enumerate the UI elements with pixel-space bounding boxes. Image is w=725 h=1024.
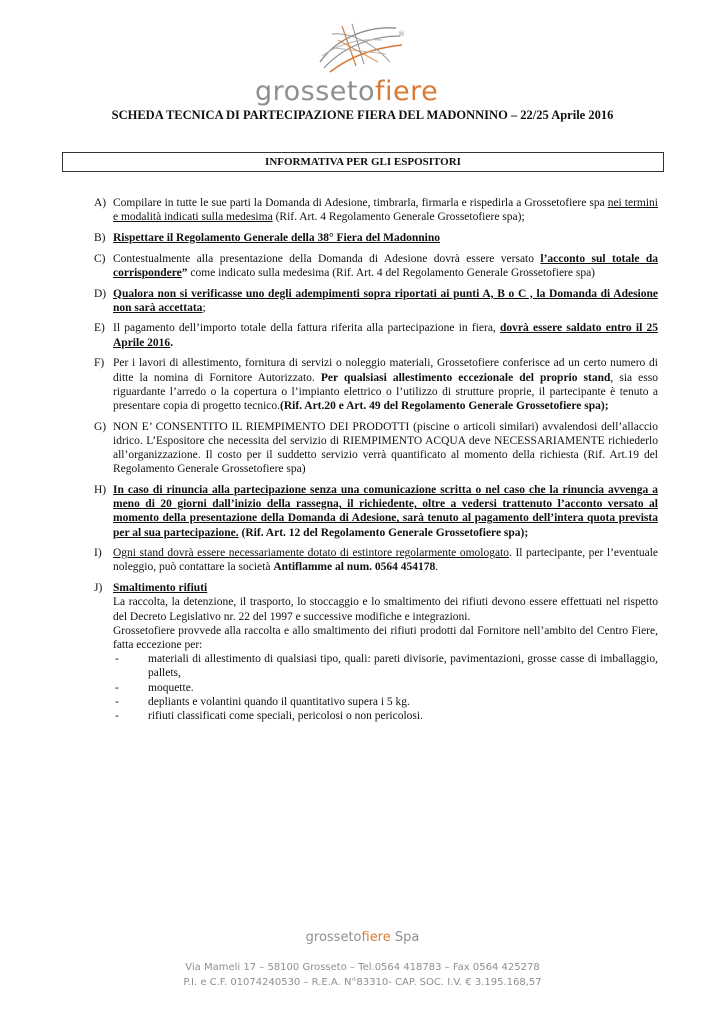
list-item: - depliants e volantini quando il quantitativo supera i 5 kg. bbox=[115, 695, 410, 708]
waste-paragraph-1: La raccolta, la detenzione, il trasporto, lo stoccaggio e lo smaltimento dei rifiuti devono essere effettuati nel rispetto del Decreto Legislativo nr. 22 del 1997 e successive modifiche e integrazioni. bbox=[113, 596, 658, 623]
list-item: - rifiuti classificati come speciali, pericolosi o non pericolosi. bbox=[115, 710, 423, 722]
item-letter: B) bbox=[94, 231, 106, 244]
item-letter: G) bbox=[94, 420, 107, 433]
footer-legal: P.I. e C.F. 01074240530 – R.E.A. N°83310- CAP. SOC. I.V. € 3.195.168,57 bbox=[183, 977, 542, 988]
logo-emblem-icon bbox=[312, 18, 412, 76]
item-b: B) Rispettare il Regolamento Generale della 38° Fiera del Madonnino bbox=[94, 231, 440, 244]
footer-address: Via Mameli 17 – 58100 Grosseto – Tel.0564 418783 – Fax 0564 425278 bbox=[185, 962, 540, 973]
item-h: H) In caso di rinuncia alla partecipazione senza una comunicazione scritta o nel caso che la rinuncia avvenga a meno di 20 giorni dall’inizio della rassegna, il richiedente, oltre a vedersi trattenuto l’acconto versato al momento della presentazione della Domanda di Adesione, sarà tenuto al pagamento dell’intera quota prevista per al sua partecipazione. (Rif. Art. 12 del Regolamento Generale Grossetofiere spa); bbox=[94, 483, 658, 539]
waste-exceptions-list bbox=[113, 652, 658, 723]
item-letter: C) bbox=[94, 252, 106, 265]
registered-mark: ® bbox=[398, 30, 405, 38]
item-list bbox=[94, 196, 658, 730]
item-g: G) NON E’ CONSENTITO IL RIEMPIMENTO DEI PRODOTTI (piscine o articoli similari) avvalendosi dell’allaccio idrico. L’Espositore che necessita del servizio di RIEMPIMENTO ACQUA deve NECESSARIAMENTE richiederlo all’organizzazione. Il costo per il suddetto servizio verrà quantificato al momento della richiesta (Rif. Art.19 del Regolamento Generale Grossetofiere spa) bbox=[94, 420, 658, 476]
info-box-heading: INFORMATIVA PER GLI ESPOSITORI bbox=[62, 152, 664, 172]
company-logo bbox=[250, 18, 480, 107]
waste-heading: Smaltimento rifiuti bbox=[113, 582, 208, 595]
item-j bbox=[94, 581, 658, 723]
item-letter: J) bbox=[94, 582, 103, 595]
list-item: - materiali di allestimento di qualsiasi tipo, quali: pareti divisorie, pavimentazioni, grosse casse di imballaggio, pallets, bbox=[115, 653, 658, 680]
logo-wordmark bbox=[255, 76, 485, 107]
item-letter: F) bbox=[94, 357, 105, 370]
logo-word-orange: fiere bbox=[375, 76, 439, 107]
item-c: C) Contestualmente alla presentazione della Domanda di Adesione dovrà essere versato l’acconto sul totale da corrispondere” come indicato sulla medesima (Rif. Art. 4 del Regolamento Generale Grossetofiere spa) bbox=[94, 252, 658, 279]
item-letter: H) bbox=[94, 483, 107, 496]
document-title: SCHEDA TECNICA DI PARTECIPAZIONE FIERA DEL MADONNINO – 22/25 Aprile 2016 bbox=[111, 108, 614, 122]
waste-paragraph-2: Grossetofiere provvede alla raccolta e allo smaltimento dei rifiuti prodotti dal Fornitore nell’ambito del Centro Fiere, fatta eccezione per: bbox=[113, 624, 658, 651]
footer-brand: grossetofiere Spa bbox=[305, 930, 420, 945]
item-d: D) Qualora non si verificasse uno degli adempimenti sopra riportati ai punti A, B o C , la Domanda di Adesione non sarà accettata; bbox=[94, 287, 658, 314]
logo-word-gray: grosseto bbox=[255, 76, 376, 107]
item-i: I) Ogni stand dovrà essere necessariamente dotato di estintore regolarmente omologato. Il partecipante, per l’eventuale noleggio, può contattare la società Antiflamme al num. 0564 454178. bbox=[94, 547, 658, 574]
item-f: F) Per i lavori di allestimento, fornitura di servizi o noleggio materiali, Grossetofiere conferisce ad un certo numero di ditte la nomina di Fornitore Autorizzato. Per qualsiasi allestimento eccezionale del proprio stand, sia esso riguardante l’arredo o la copertura o l’impianto elettrico o l’utilizzo di strutture proprie, il partecipante è tenuto a presentare copia di progetto tecnico.(Rif. Art.20 e Art. 49 del Regolamento Generale Grossetofiere spa); bbox=[94, 357, 658, 412]
item-a: A) Compilare in tutte le sue parti la Domanda di Adesione, timbrarla, firmarla e rispedirla a Grossetofiere spa nei termini e modalità indicati sulla medesima (Rif. Art. 4 Regolamento Generale Grossetofiere spa); bbox=[94, 197, 658, 224]
list-item: - moquette. bbox=[115, 681, 194, 694]
item-letter: D) bbox=[94, 287, 107, 300]
item-letter: I) bbox=[94, 547, 102, 560]
item-e: E) Il pagamento dell’importo totale della fattura riferita alla partecipazione in fiera, dovrà essere saldato entro il 25 Aprile 2016. bbox=[94, 322, 659, 349]
item-letter: E) bbox=[94, 322, 105, 335]
item-letter: A) bbox=[94, 197, 107, 209]
